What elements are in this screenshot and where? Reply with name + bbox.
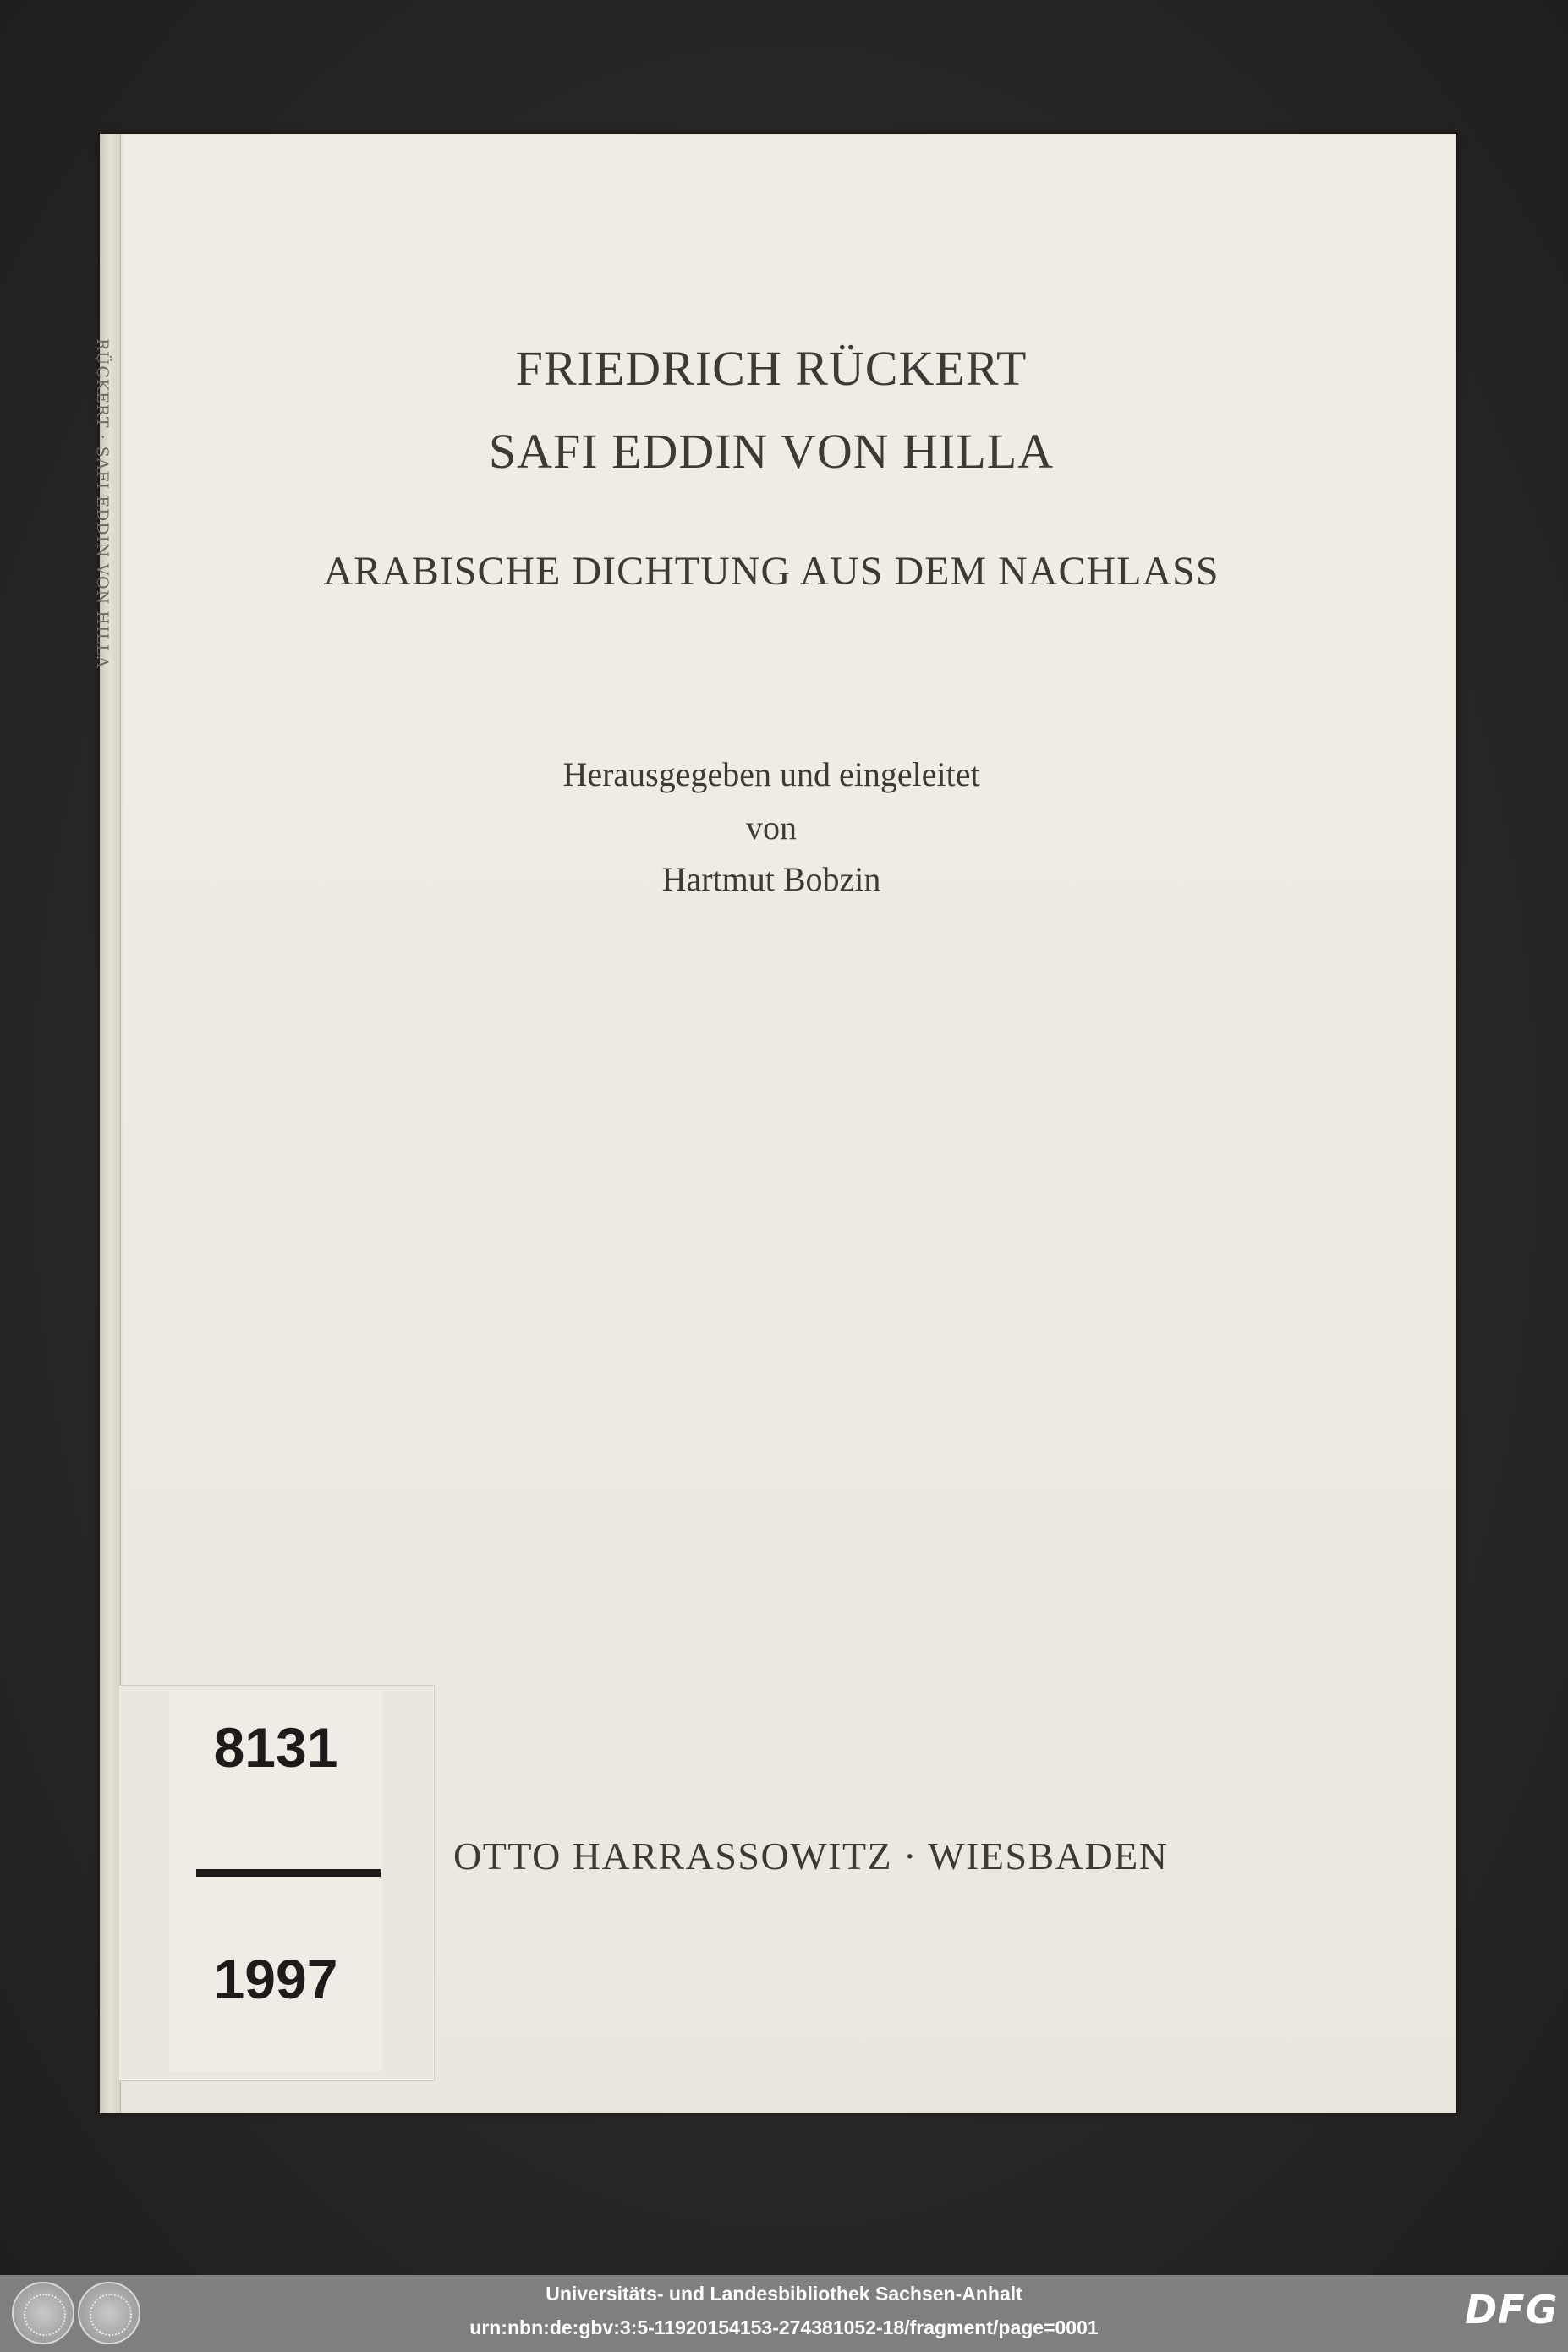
editor-line-1: Herausgegeben und eingeleitet [562, 755, 980, 793]
footer-urn: urn:nbn:de:gbv:3:5-11920154153-274381052-18/fragment/page=0001 [469, 2316, 1099, 2338]
footer-institution: Universitäts- und Landesbibliothek Sachsen-Anhalt [546, 2283, 1022, 2305]
dfg-logo: DFG [1465, 2287, 1559, 2333]
shelf-label-rule [196, 1869, 381, 1877]
publisher-imprint: OTTO HARRASSOWITZ · WIESBADEN [453, 1834, 1169, 1878]
book-title: ARABISCHE DICHTUNG AUS DEM NACHLASS [323, 549, 1220, 594]
editor-name: Hartmut Bobzin [661, 860, 881, 898]
spine-text: RÜCKERT · SAFI EDDIN VON HILLA [93, 338, 112, 669]
editor-line-2: von [746, 809, 797, 847]
shelf-number-top: 8131 [213, 1716, 338, 1779]
shelf-number-bottom: 1997 [213, 1948, 338, 2010]
author-line-2: SAFI EDDIN VON HILLA [488, 424, 1055, 479]
author-line-1: FRIEDRICH RÜCKERT [515, 341, 1028, 396]
